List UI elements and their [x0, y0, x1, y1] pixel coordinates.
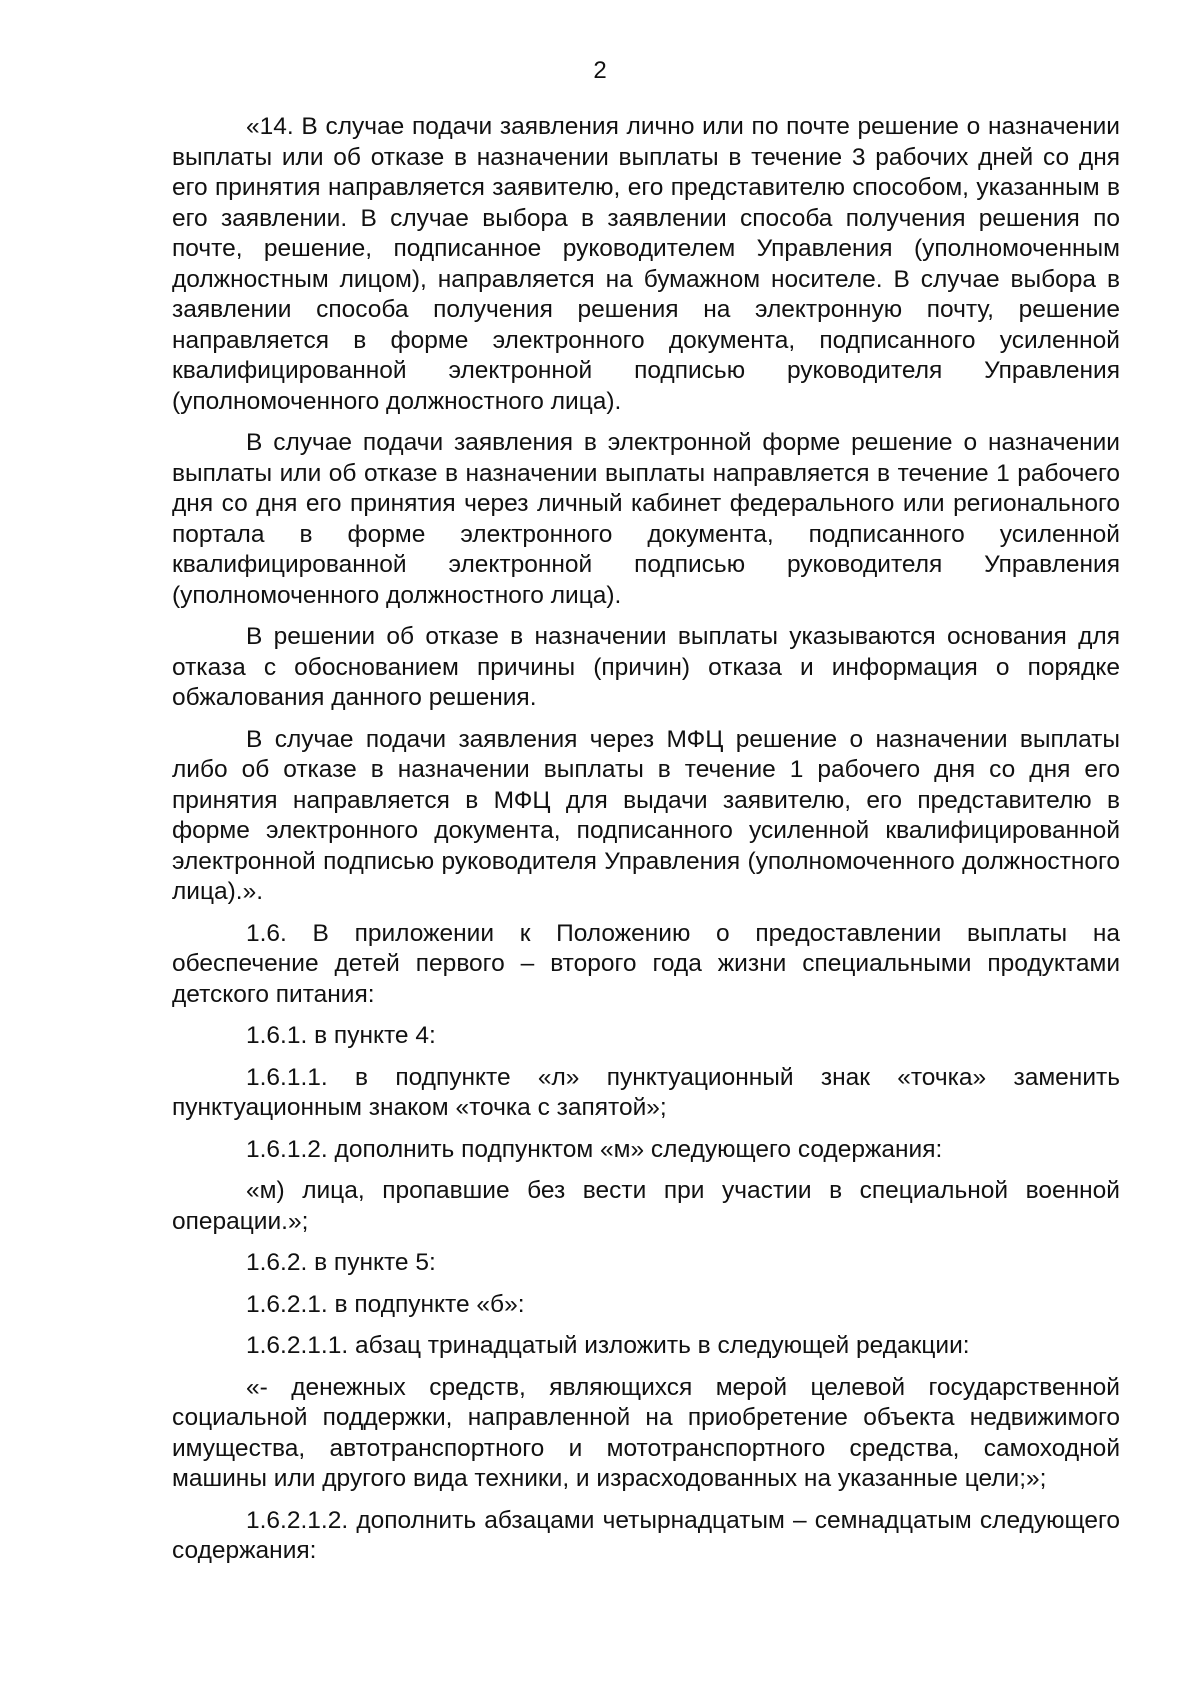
paragraph-1-6-2-1-2: 1.6.2.1.2. дополнить абзацами четырнадцатым – семнадцатым следующего содержания: — [172, 1506, 1120, 1564]
paragraph-refusal-grounds: В решении об отказе в назначении выплаты указываются основания для отказа с обоснованием причины (причин) отказа и информация о порядке обжалования данного решения. — [172, 623, 1120, 711]
paragraph-1-6-1-1: 1.6.1.1. в подпункте «л» пунктуационный знак «точка» заменить пунктуационным знаком «точка с запятой»; — [172, 1063, 1120, 1121]
paragraph-electronic-decision: В случае подачи заявления в электронной форме решение о назначении выплаты или об отказе в назначении выплаты направляется в течение 1 рабочего дня со дня его принятия через личный кабинет федерального или регионального портала в форме электронного документа, подписанного усиленной квалифицированной электронной подписью руководителя Управления (уполномоченного должностного лица). — [172, 429, 1120, 609]
paragraph-1-6-2: 1.6.2. в пункте 5: — [246, 1249, 436, 1276]
paragraph-1-6-1: 1.6.1. в пункте 4: — [246, 1022, 436, 1049]
paragraph-14-mail-decision: «14. В случае подачи заявления лично или по почте решение о назначении выплаты или об отказе в назначении выплаты в течение 3 рабочих дней со дня его принятия направляется заявителю, его представителю способом, указанным в его заявлении. В случае выбора в заявлении способа получения решения по почте, решение, подписанное руководителем Управления (уполномоченным должностным лицом), направляется на бумажном носителе. В случае выбора в заявлении способа получения решения на электронную почту, решение направляется в форме электронного документа, подписанного усиленной квалифицированной электронной подписью руководителя Управления (уполномоченного должностного лица). — [172, 113, 1120, 415]
paragraph-mfc-decision: В случае подачи заявления через МФЦ решение о назначении выплаты либо об отказе в назначении выплаты в течение 1 рабочего дня со дня его принятия направляется в МФЦ для выдачи заявителю, его представителю в форме электронного документа, подписанного усиленной квалифицированной электронной подписью руководителя Управления (уполномоченного должностного лица).». — [172, 725, 1120, 905]
paragraph-1-6: 1.6. В приложении к Положению о предоставлении выплаты на обеспечение детей первого – второго года жизни специальными продуктами детского питания: — [172, 919, 1120, 1008]
paragraph-1-6-2-1-1: 1.6.2.1.1. абзац тринадцатый изложить в следующей редакции: — [246, 1332, 970, 1359]
page-number: 2 — [593, 57, 607, 84]
paragraph-1-6-2-1: 1.6.2.1. в подпункте «б»: — [246, 1290, 525, 1318]
paragraph-subitem-m: «м) лица, пропавшие без вести при участии в специальной военной операции.»; — [172, 1177, 1120, 1235]
paragraph-1-6-1-2: 1.6.1.2. дополнить подпунктом «м» следующего содержания: — [246, 1135, 943, 1163]
paragraph-funds-definition: «- денежных средств, являющихся мерой целевой государственной социальной поддержки, направленной на приобретение объекта недвижимого имущества, автотранспортного и мототранспортного средства, самоходной машины или другого вида техники, и израсходованных на указанные цели;»; — [172, 1373, 1120, 1492]
document-body — [172, 112, 1120, 1578]
